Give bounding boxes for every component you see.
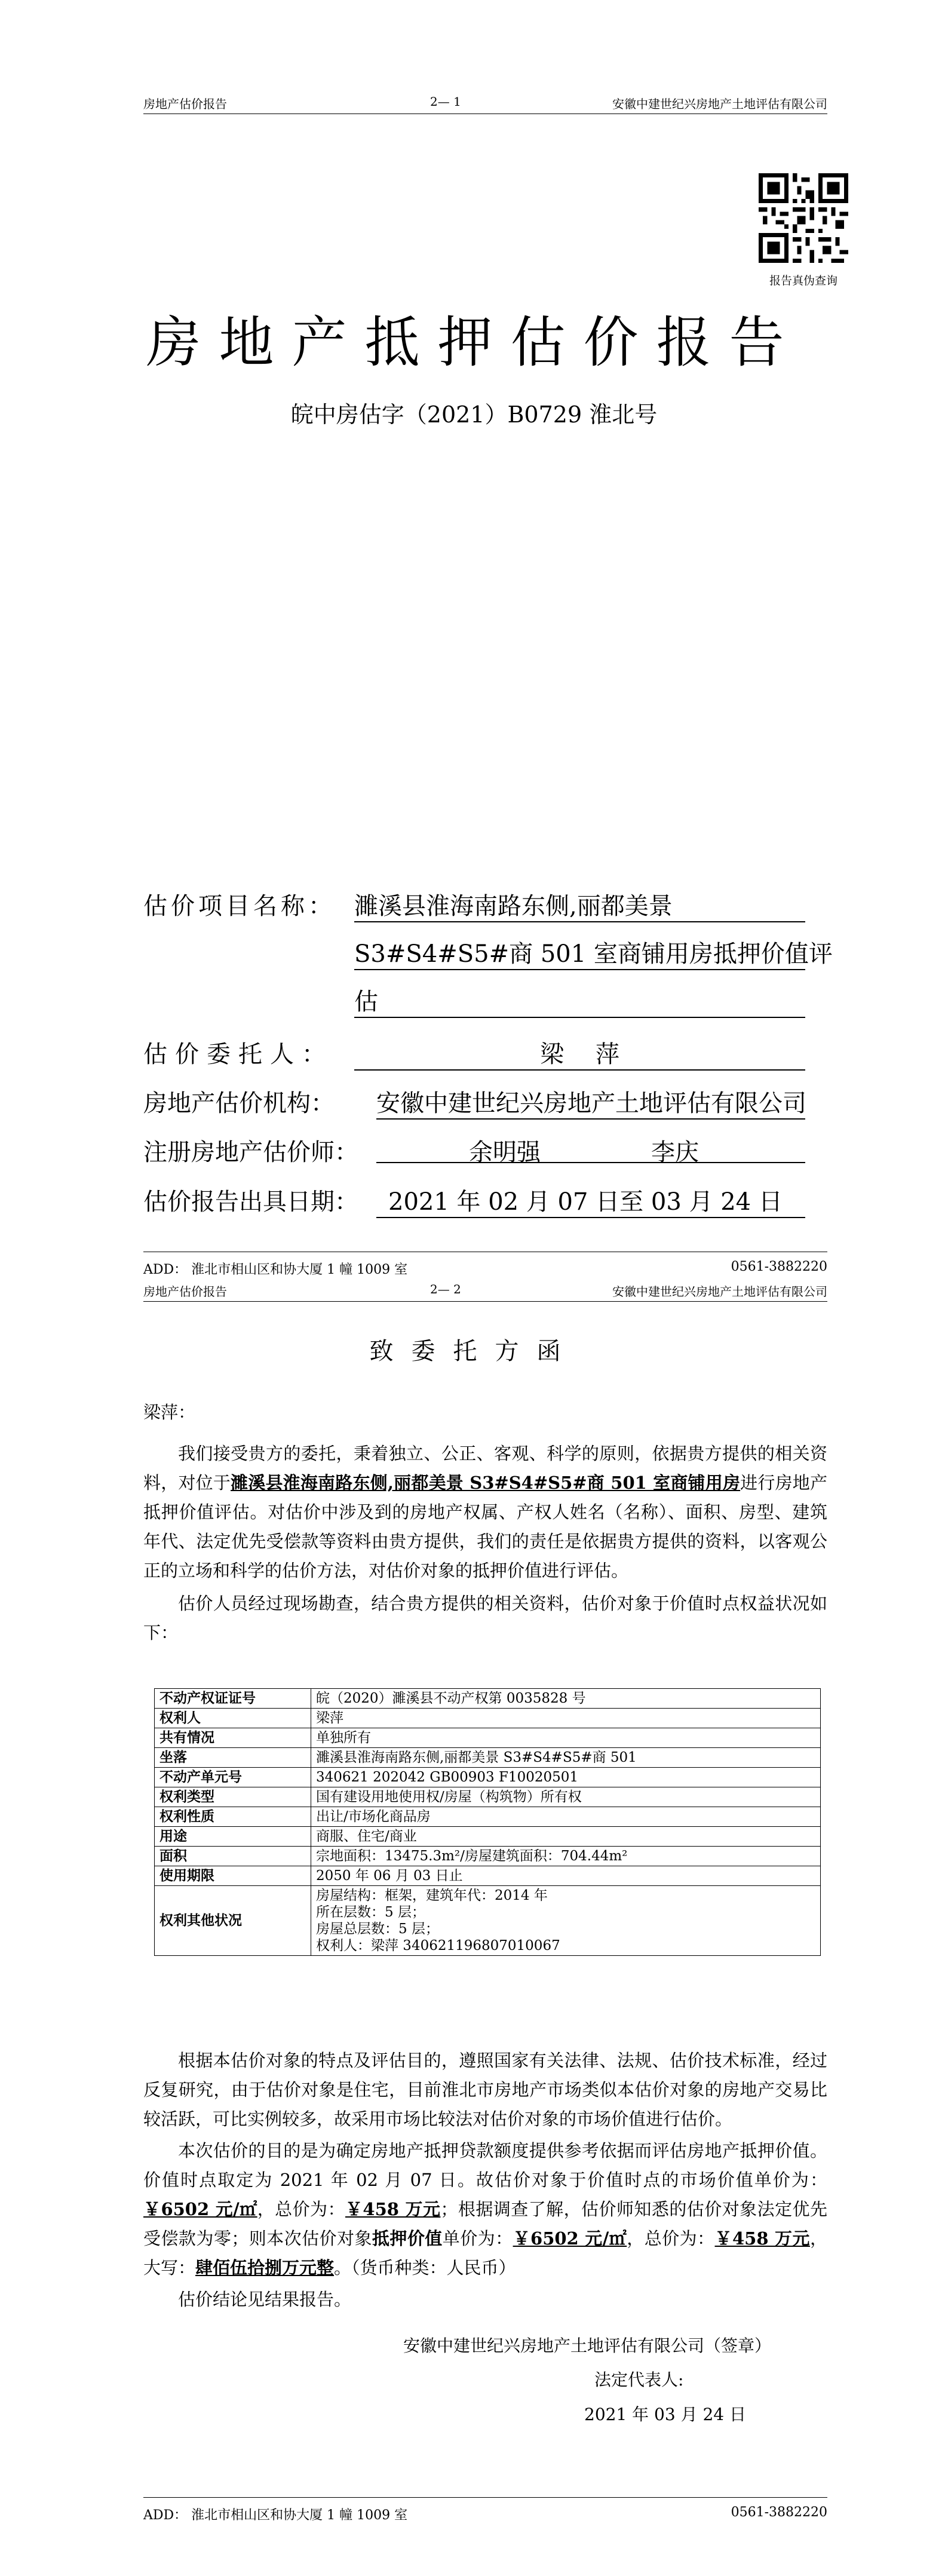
paragraph-1-text-c: 进行房地产抵押价值评估。对估价中涉及到的房地产权属、产权人姓名（名称）、面积、房型、建筑年代、法定优先受偿款等资料由贵方提供，我们的责任是依据贵方提供的资料，以客观公正的立场和科学的估价方法，对估价对象的抵押价值进行评估。 bbox=[143, 1473, 827, 1581]
issue-date-value: 2021 年 02 月 07 日至 03 月 24 日 bbox=[376, 1183, 805, 1218]
table-value-line: 房屋总层数：5 层； bbox=[316, 1921, 439, 1937]
table-value-line: 宗地面积：13475.3m²/房屋建筑面积：704.44m² bbox=[316, 1848, 628, 1864]
footer-address: ADD： 淮北市相山区和协大厦 1 幢 1009 室 bbox=[143, 2508, 408, 2523]
paragraph-4-text-h: 。（货币种类：人民币） bbox=[334, 2258, 516, 2278]
property-rights-table bbox=[154, 1688, 821, 1956]
table-key-cell: 权利人 bbox=[155, 1709, 311, 1728]
table-value-line: 单独所有 bbox=[316, 1730, 371, 1746]
table-value-line: 皖（2020）濉溪县不动产权第 0035828 号 bbox=[316, 1691, 586, 1706]
table-value-line: 2050 年 06 月 03 日止 bbox=[316, 1868, 463, 1884]
page2-footer bbox=[143, 2497, 827, 2529]
table-row bbox=[155, 1807, 821, 1827]
issue-date-label: 估价报告出具日期： bbox=[143, 1188, 358, 1216]
signature-company: 安徽中建世纪兴房地产土地评估有限公司（签章） bbox=[403, 2336, 772, 2356]
table-value-line: 权利人：梁萍 340621196807010067 bbox=[316, 1938, 560, 1954]
valuer-line bbox=[376, 1133, 805, 1166]
table-key-cell: 面积 bbox=[155, 1847, 311, 1866]
mortgage-value-label: 抵押价值 bbox=[372, 2228, 443, 2249]
project-name-line-1: 濉溪县淮海南路东侧,丽都美景 bbox=[354, 887, 805, 922]
project-name-label: 估价项目名称： bbox=[143, 893, 336, 920]
footer-address: ADD： 淮北市相山区和协大厦 1 幢 1009 室 bbox=[143, 1262, 408, 1277]
letter-title: 致委托方函 bbox=[369, 1338, 579, 1365]
header-page-number: 2— 1 bbox=[430, 94, 461, 109]
paragraph-4-text-c: ；根据调查了解，估价师知悉的估价对象法定优先受偿款为零；则本次估价对象 bbox=[143, 2199, 827, 2249]
agency-value: 安徽中建世纪兴房地产土地评估有限公司 bbox=[376, 1084, 805, 1120]
table-row bbox=[155, 1709, 821, 1728]
paragraph-1 bbox=[143, 1439, 827, 1586]
page2-header bbox=[143, 1277, 827, 1302]
table-value-cell bbox=[311, 1689, 821, 1709]
table-row bbox=[155, 1787, 821, 1807]
paragraph-4-text-g: ，大写： bbox=[143, 2228, 827, 2278]
table-key-cell: 权利性质 bbox=[155, 1807, 311, 1827]
project-name-line-3: 估 bbox=[354, 983, 805, 1018]
paragraph-4-text-b: ，总价为： bbox=[257, 2199, 345, 2219]
table-value-line: 梁萍 bbox=[316, 1710, 343, 1726]
client-value: 梁 萍 bbox=[354, 1035, 805, 1071]
header-page-number: 2— 2 bbox=[430, 1282, 461, 1296]
table-key-cell: 用途 bbox=[155, 1827, 311, 1847]
valuer-name-2: 李庆 bbox=[651, 1139, 699, 1166]
table-value-line: 340621 202042 GB00903 F10020501 bbox=[316, 1770, 578, 1785]
signature-legal-rep: 法定代表人: bbox=[594, 2370, 684, 2390]
mortgage-unit-price: ￥6502 元/㎡ bbox=[513, 2228, 627, 2249]
letter-body-top bbox=[143, 1398, 827, 1648]
paragraph-5: 估价结论见结果报告。 bbox=[178, 2289, 352, 2310]
table-value-cell bbox=[311, 1807, 821, 1827]
paragraph-4-text-f: ，总价为： bbox=[627, 2228, 715, 2249]
table-value-cell bbox=[311, 1886, 821, 1956]
paragraph-1-text-a: 我们接受贵方的委托，秉着独立、公正、客观、科学的原则，依据贵方提供的相关资料，对位于 bbox=[143, 1443, 827, 1493]
table-value-cell bbox=[311, 1787, 821, 1807]
header-report-name: 房地产估价报告 bbox=[143, 1284, 227, 1299]
table-row bbox=[155, 1748, 821, 1768]
paragraph-4 bbox=[143, 2136, 827, 2283]
table-key-cell: 不动产权证证号 bbox=[155, 1689, 311, 1709]
valuer-name-1: 余明强 bbox=[469, 1139, 541, 1166]
footer-phone: 0561-3882220 bbox=[731, 1259, 827, 1274]
client-label: 估价委托人： bbox=[143, 1041, 333, 1068]
table-key-cell: 权利其他状况 bbox=[155, 1886, 311, 1956]
table-key-cell: 权利类型 bbox=[155, 1787, 311, 1807]
agency-label: 房地产估价机构： bbox=[143, 1090, 335, 1117]
header-company-name: 安徽中建世纪兴房地产土地评估有限公司 bbox=[612, 1284, 827, 1299]
table-key-cell: 不动产单元号 bbox=[155, 1768, 311, 1787]
table-value-line: 出让/市场化商品房 bbox=[316, 1809, 431, 1824]
table-value-cell bbox=[311, 1728, 821, 1748]
table-row bbox=[155, 1689, 821, 1709]
header-company-name: 安徽中建世纪兴房地产土地评估有限公司 bbox=[612, 97, 827, 111]
table-value-cell bbox=[311, 1748, 821, 1768]
salutation: 梁萍： bbox=[143, 1402, 196, 1422]
table-row bbox=[155, 1728, 821, 1748]
paragraph-4-text-a: 本次估价的目的是为确定房地产抵押贷款额度提供参考依据而评估房地产抵押价值。价值时点取定为 2021 年 02 月 07 日。故估价对象于价值时点的市场价值单价为： bbox=[143, 2140, 827, 2190]
paragraph-4-text-e: 单价为： bbox=[442, 2228, 513, 2249]
table-row bbox=[155, 1768, 821, 1787]
valuer-label: 注册房地产估价师： bbox=[143, 1139, 358, 1166]
table-value-line: 濉溪县淮海南路东侧,丽都美景 S3#S4#S5#商 501 bbox=[316, 1750, 637, 1765]
table-value-cell bbox=[311, 1866, 821, 1886]
table-value-line: 所在层数：5 层； bbox=[316, 1905, 425, 1920]
table-key-cell: 坐落 bbox=[155, 1748, 311, 1768]
header-report-name: 房地产估价报告 bbox=[143, 97, 227, 111]
page1-header bbox=[143, 90, 827, 114]
table-row bbox=[155, 1866, 821, 1886]
project-name-line-2: S3#S4#S5#商 501 室商铺用房抵押价值评 bbox=[354, 935, 805, 970]
table-value-cell bbox=[311, 1847, 821, 1866]
table-value-line: 房屋结构：框架，建筑年代：2014 年 bbox=[316, 1888, 548, 1903]
qr-code-icon bbox=[759, 173, 848, 263]
report-title: 房地产抵押估价报告 bbox=[146, 311, 802, 375]
document-number: 皖中房估字（2021）B0729 淮北号 bbox=[290, 401, 658, 428]
table-value-cell bbox=[311, 1827, 821, 1847]
table-row bbox=[155, 1827, 821, 1847]
letter-body-bottom bbox=[143, 2046, 827, 2314]
table-value-cell bbox=[311, 1768, 821, 1787]
table-value-line: 商服、住宅/商业 bbox=[316, 1829, 417, 1844]
table-key-cell: 共有情况 bbox=[155, 1728, 311, 1748]
qr-caption: 报告真伪查询 bbox=[769, 274, 837, 287]
total-in-capital-words: 肆佰伍拾捌万元整 bbox=[195, 2258, 335, 2278]
mortgage-total-price: ￥458 万元 bbox=[714, 2228, 810, 2249]
property-address-emphasis: 濉溪县淮海南路东侧,丽都美景 S3#S4#S5#商 501 室商铺用房 bbox=[231, 1473, 741, 1493]
table-value-line: 国有建设用地使用权/房屋（构筑物）所有权 bbox=[316, 1789, 582, 1805]
table-row bbox=[155, 1886, 821, 1956]
paragraph-3: 根据本估价对象的特点及评估目的，遵照国家有关法律、法规、估价技术标准，经过反复研究，由于估价对象是住宅，目前淮北市房地产市场类似本估价对象的房地产交易比较活跃，可比实例较多，故采用市场比较法对估价对象的市场价值进行估价。 bbox=[143, 2050, 827, 2129]
footer-phone: 0561-3882220 bbox=[731, 2505, 827, 2520]
paragraph-2: 估价人员经过现场勘查，结合贵方提供的相关资料，估价对象于价值时点权益状况如下： bbox=[143, 1593, 827, 1643]
market-total-price: ￥458 万元 bbox=[345, 2199, 441, 2219]
table-row bbox=[155, 1847, 821, 1866]
signature-date: 2021 年 03 月 24 日 bbox=[584, 2405, 747, 2424]
market-unit-price: ￥6502 元/㎡ bbox=[143, 2199, 257, 2219]
table-value-cell bbox=[311, 1709, 821, 1728]
table-key-cell: 使用期限 bbox=[155, 1866, 311, 1886]
